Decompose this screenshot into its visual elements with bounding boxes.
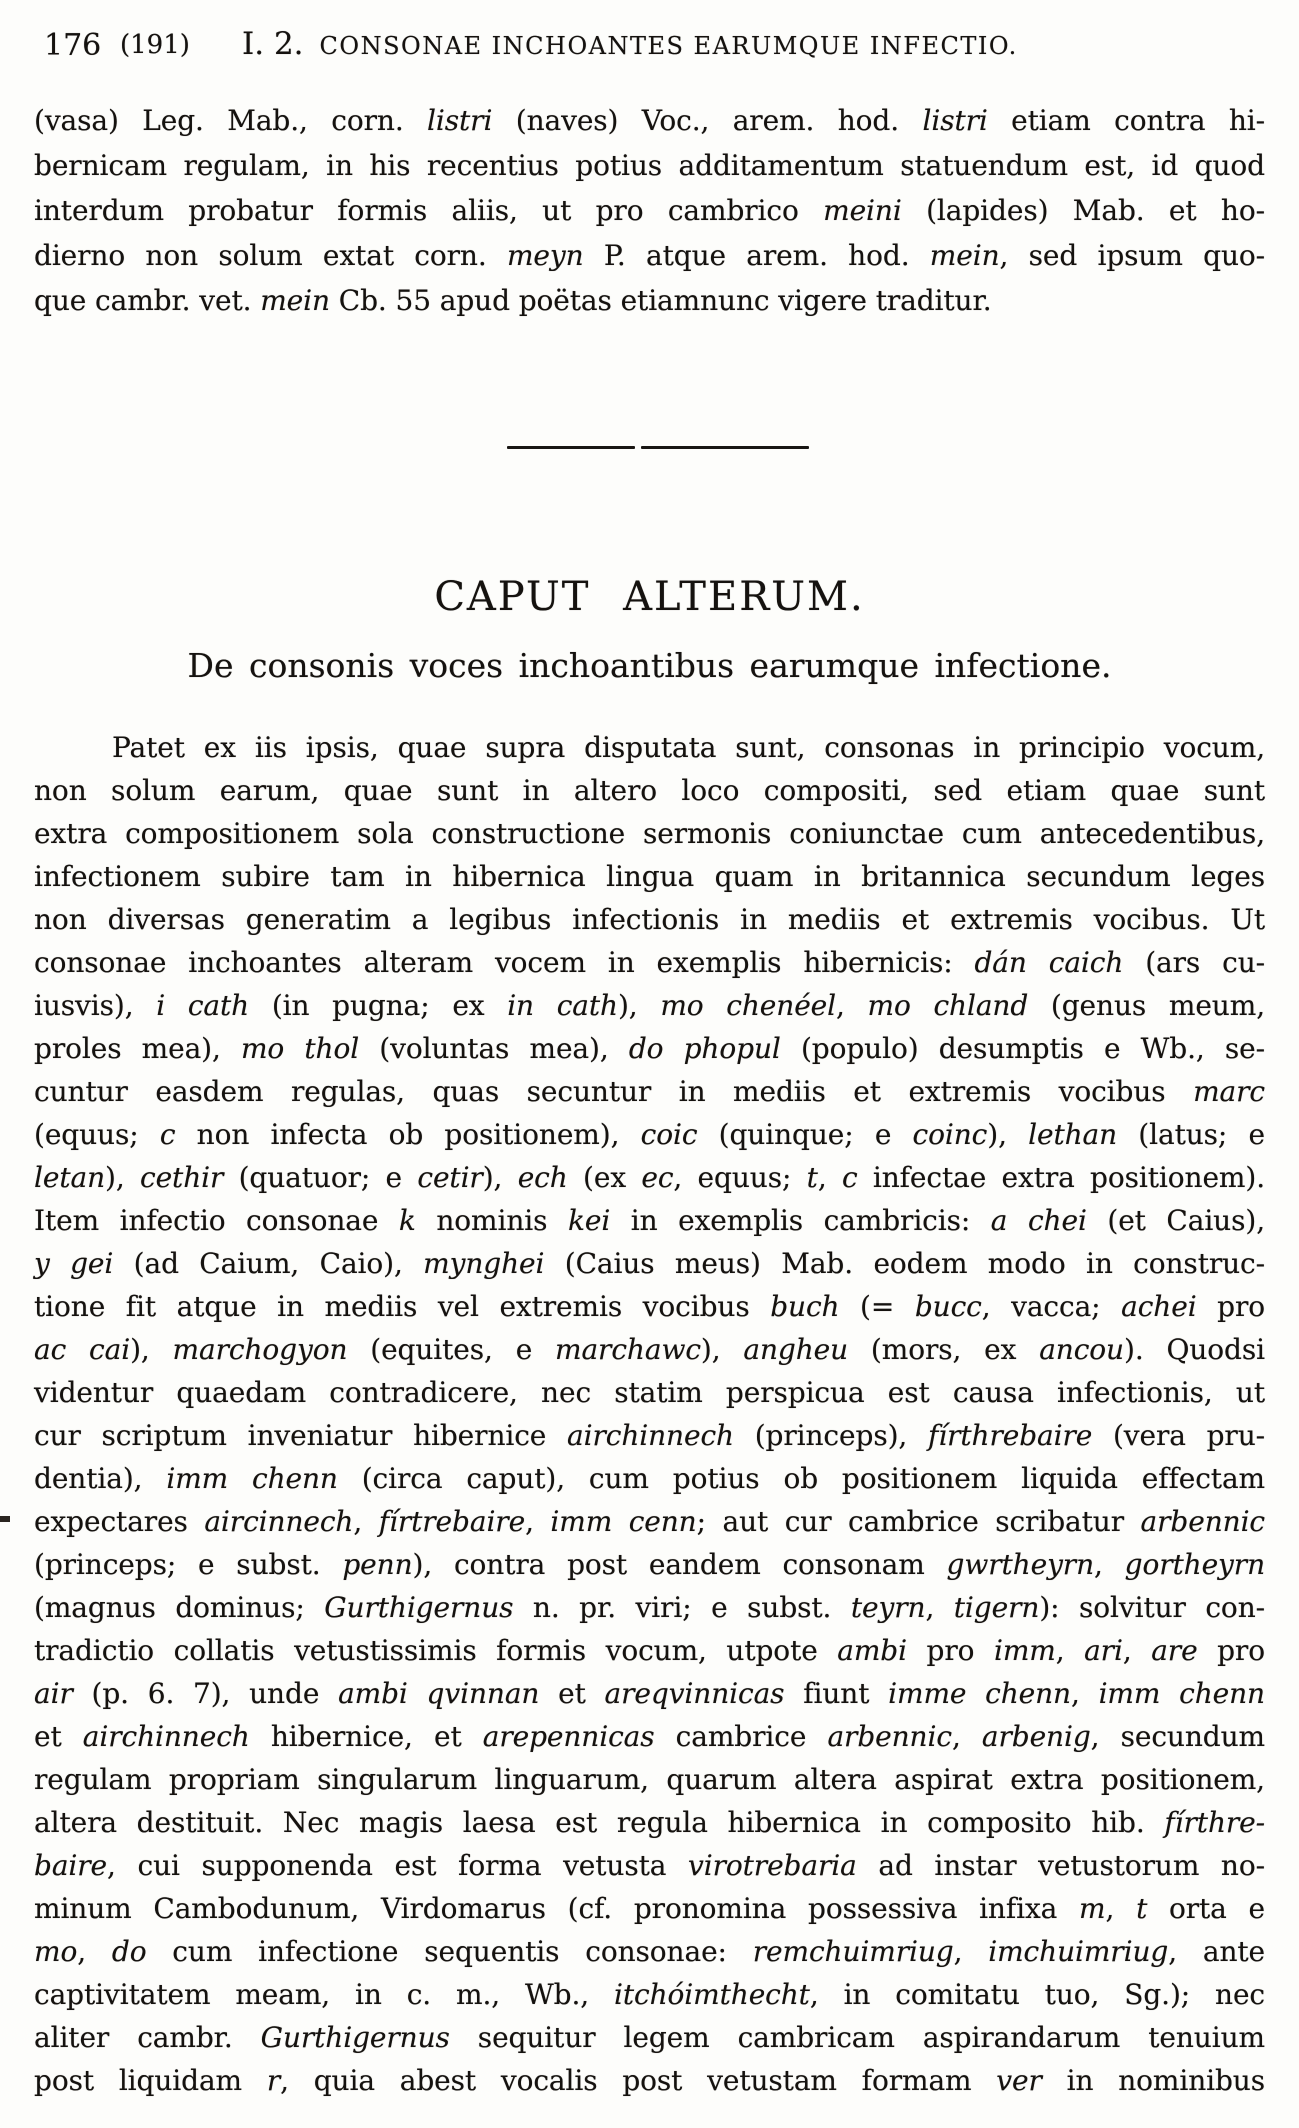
page-number: 176 — [44, 28, 102, 63]
text-line: et airchinnech hibernice, et arepennicas cambrice arbennic, arbenig, secundum — [34, 1720, 1265, 1753]
text-line: regulam propriam singularum linguarum, quarum altera aspirat extra positionem, — [34, 1763, 1265, 1796]
text-line: infectionem subire tam in hibernica lingua quam in britannica secundum leges — [34, 860, 1265, 893]
text-line: Item infectio consonae k nominis kei in exemplis cambricis: a chei (et Caius), — [34, 1204, 1266, 1237]
text-line: videntur quaedam contradicere, nec statim perspicua est causa infectionis, ut — [34, 1376, 1265, 1409]
text-line: altera destituit. Nec magis laesa est regula hibernica in composito hib. fírthre- — [34, 1806, 1265, 1839]
text-line: aliter cambr. Gurthigernus sequitur legem cambricam aspirandarum tenuium — [34, 2021, 1265, 2054]
scan-artifact — [0, 1516, 10, 1522]
text-line: tione fit atque in mediis vel extremis vocibus buch (= bucc, vacca; achei pro — [34, 1290, 1265, 1323]
text-line: cuntur easdem regulas, quas secuntur in mediis et extremis vocibus marc — [34, 1075, 1265, 1108]
text-line: que cambr. vet. mein Cb. 55 apud poëtas etiamnunc vigere traditur. — [34, 284, 992, 317]
text-line: iusvis), i cath (in pugna; ex in cath), mo chenéel, mo chland (genus meum, — [34, 989, 1265, 1022]
text-line: Patet ex iis ipsis, quae supra disputata sunt, consonas in principio vocum, — [112, 731, 1265, 764]
text-line: (vasa) Leg. Mab., corn. listri (naves) Voc., arem. hod. listri etiam contra hi- — [34, 104, 1266, 137]
text-line: ac cai), marchogyon (equites, e marchawc), angheu (mors, ex ancou). Quodsi — [34, 1333, 1265, 1366]
running-title-prefix: I. 2. — [242, 26, 304, 62]
text-line: consonae inchoantes alteram vocem in exemplis hibernicis: dán caich (ars cu- — [34, 946, 1266, 979]
running-title-text: CONSONAE INCHOANTES EARUMQUE INFECTIO. — [319, 32, 1018, 60]
page-header — [34, 26, 1265, 66]
text-line: (princeps; e subst. penn), contra post eandem consonam gwrtheyrn, gortheyrn — [34, 1548, 1265, 1581]
chapter-subheading: De consonis voces inchoantibus earumque infectione. — [187, 646, 1112, 685]
paragraph-continuation — [34, 98, 1265, 323]
text-line: (equus; c non infecta ob positionem), coic (quinque; e coinc), lethan (latus; e — [34, 1118, 1265, 1151]
text-line: extra compositionem sola constructione sermonis coniunctae cum antecedentibus, — [34, 817, 1265, 850]
text-line: cur scriptum inveniatur hibernice airchinnech (princeps), fírthrebaire (vera pru- — [34, 1419, 1265, 1452]
divider-segment — [641, 446, 809, 449]
text-line: proles mea), mo thol (voluntas mea), do phopul (populo) desumptis e Wb., se- — [34, 1032, 1266, 1065]
text-line: non solum earum, quae sunt in altero loco compositi, sed etiam quae sunt — [34, 774, 1265, 807]
chapter-heading: CAPUT ALTERUM. — [434, 574, 865, 620]
text-line: dierno non solum extat corn. meyn P. atque arem. hod. mein, sed ipsum quo- — [34, 239, 1265, 272]
running-title — [242, 26, 1018, 62]
text-line: post liquidam r, quia abest vocalis post vetustam formam ver in nominibus — [34, 2064, 1266, 2097]
text-line: y gei (ad Caium, Caio), mynghei (Caius meus) Mab. eodem modo in construc- — [34, 1247, 1266, 1280]
text-line: expectares aircinnech, fírtrebaire, imm cenn; aut cur cambrice scribatur arbennic — [34, 1505, 1266, 1538]
chapter-paragraph — [34, 726, 1265, 2102]
text-line: interdum probatur formis aliis, ut pro cambrico meini (lapides) Mab. et ho- — [34, 194, 1265, 227]
text-line: (magnus dominus; Gurthigernus n. pr. viri; e subst. teyrn, tigern): solvitur con- — [34, 1591, 1265, 1624]
duplicate-page-number: (191) — [120, 30, 190, 60]
divider-segment — [507, 446, 635, 449]
text-line: tradictio collatis vetustissimis formis vocum, utpote ambi pro imm, ari, are pro — [34, 1634, 1265, 1667]
text-line: bernicam regulam, in his recentius potius additamentum statuendum est, id quod — [34, 149, 1265, 182]
text-line: letan), cethir (quatuor; e cetir), ech (ex ec, equus; t, c infectae extra positionem). — [34, 1161, 1265, 1194]
text-line: captivitatem meam, in c. m., Wb., itchóimthecht, in comitatu tuo, Sg.); nec — [34, 1978, 1266, 2011]
text-line: dentia), imm chenn (circa caput), cum potius ob positionem liquida effectam — [34, 1462, 1265, 1495]
text-line: non diversas generatim a legibus infectionis in mediis et extremis vocibus. Ut — [34, 903, 1265, 936]
section-divider — [0, 446, 1299, 450]
text-line: baire, cui supponenda est forma vetusta virotrebaria ad instar vetustorum no- — [34, 1849, 1265, 1882]
text-line: air (p. 6. 7), unde ambi qvinnan et areqvinnicas fiunt imme chenn, imm chenn — [34, 1677, 1265, 1710]
text-line: minum Cambodunum, Virdomarus (cf. pronomina possessiva infixa m, t orta e — [34, 1892, 1266, 1925]
text-line: mo, do cum infectione sequentis consonae: remchuimriug, imchuimriug, ante — [34, 1935, 1266, 1968]
